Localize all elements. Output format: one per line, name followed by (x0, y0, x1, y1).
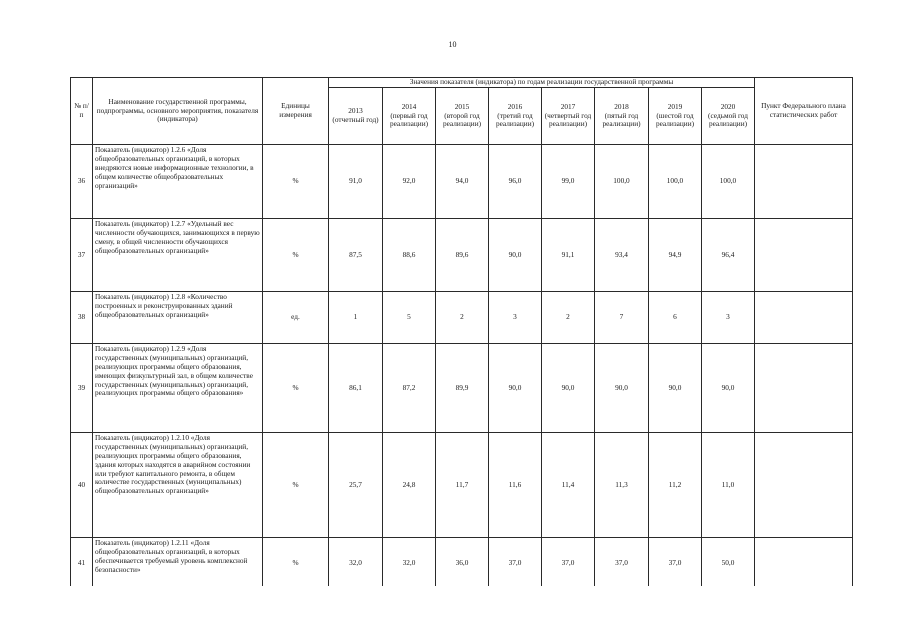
value-cell: 93,4 (595, 219, 649, 292)
value-cell: 100,0 (595, 145, 649, 219)
value-cell: 91,1 (542, 219, 595, 292)
header-year-2013 (329, 88, 383, 145)
header-year-note: (отчетный год) (332, 115, 379, 124)
value-cell: 24,8 (383, 433, 436, 538)
value-cell: 25,7 (329, 433, 383, 538)
value-cell: 32,0 (329, 538, 383, 590)
header-year-2019 (649, 88, 702, 145)
header-year-label: 2019 (667, 101, 683, 111)
value-cell: 99,0 (542, 145, 595, 219)
value-cell: 100,0 (649, 145, 702, 219)
header-year-note: (пятый год реализации) (602, 110, 641, 129)
header-year-2015 (436, 88, 489, 145)
value-cell: 37,0 (649, 538, 702, 590)
plan-cell (755, 219, 853, 292)
header-year-2016 (489, 88, 542, 145)
row-num: 37 (71, 219, 93, 292)
value-cell: 2 (436, 292, 489, 344)
header-year-2014 (383, 88, 436, 145)
header-values-group: Значения показателя (индикатора) по годам реализации государственной программы (329, 78, 755, 88)
row-num: 40 (71, 433, 93, 538)
plan-cell (755, 538, 853, 590)
row-unit: % (263, 538, 329, 590)
value-cell: 11,0 (702, 433, 755, 538)
value-cell: 89,6 (436, 219, 489, 292)
header-year-note: (второй год реализации) (442, 110, 482, 129)
header-year-label: 2018 (614, 101, 629, 111)
table-row (71, 344, 853, 433)
value-cell: 88,6 (383, 219, 436, 292)
row-name: Показатель (индикатор) 1.2.9 «Доля государственных (муниципальных) организаций, реализующих программы общего образования, имеющих физкультурный зал, в общем количестве государственных (муниципальных) организаций, реализующих программы общего образования» (93, 344, 263, 433)
page-number: 10 (448, 40, 457, 49)
row-num: 38 (71, 292, 93, 344)
value-cell: 3 (702, 292, 755, 344)
value-cell: 36,0 (436, 538, 489, 590)
plan-cell (755, 433, 853, 538)
header-year-note: (третий год реализации) (495, 110, 535, 129)
value-cell: 87,5 (329, 219, 383, 292)
value-cell: 11,3 (595, 433, 649, 538)
value-cell: 96,4 (702, 219, 755, 292)
table-row (71, 433, 853, 538)
value-cell: 32,0 (383, 538, 436, 590)
row-name: Показатель (индикатор) 1.2.10 «Доля государственных (муниципальных) организаций, реализующих программы общего образования, здания которых находятся в аварийном состоянии или требуют капитального ремонта, в общем количестве государственных (муниципальных) общеобразовательных организаций» (93, 433, 263, 538)
value-cell: 90,0 (542, 344, 595, 433)
row-num: 41 (71, 538, 93, 590)
value-cell: 90,0 (595, 344, 649, 433)
value-cell: 90,0 (489, 219, 542, 292)
row-num: 39 (71, 344, 93, 433)
value-cell: 11,2 (649, 433, 702, 538)
header-year-label: 2014 (401, 101, 417, 111)
indicators-table (70, 77, 853, 590)
header-year-note: (седьмой год реализации) (708, 110, 748, 129)
plan-cell (755, 292, 853, 344)
row-name: Показатель (индикатор) 1.2.7 «Удельный вес численности обучающихся, занимающихся в первую смену, в общей численности обучающихся общеобразовательных организаций» (93, 219, 263, 292)
row-num: 36 (71, 145, 93, 219)
value-cell: 6 (649, 292, 702, 344)
header-year-2018 (595, 88, 649, 145)
header-year-note: (четвертый год реализации) (544, 110, 592, 129)
header-unit: Единицы измерения (263, 78, 329, 145)
row-unit: ед. (263, 292, 329, 344)
header-name: Наименование государственной программы, подпрограммы, основного мероприятия, показателя (индикатора) (93, 78, 263, 145)
value-cell: 2 (542, 292, 595, 344)
table-row (71, 219, 853, 292)
value-cell: 50,0 (702, 538, 755, 590)
header-plan: Пункт Федерального плана статистических работ (755, 78, 853, 145)
header-num: № п/п (71, 78, 93, 145)
value-cell: 94,9 (649, 219, 702, 292)
header-year-2017 (542, 88, 595, 145)
value-cell: 11,4 (542, 433, 595, 538)
header-year-2020 (702, 88, 755, 145)
plan-cell (755, 344, 853, 433)
value-cell: 37,0 (595, 538, 649, 590)
value-cell: 89,9 (436, 344, 489, 433)
value-cell: 90,0 (702, 344, 755, 433)
header-year-label: 2016 (507, 101, 523, 111)
value-cell: 91,0 (329, 145, 383, 219)
header-year-note: (шестой год реализации) (655, 110, 695, 129)
value-cell: 92,0 (383, 145, 436, 219)
value-cell: 87,2 (383, 344, 436, 433)
value-cell: 90,0 (649, 344, 702, 433)
page-bottom-margin (0, 586, 905, 640)
row-unit: % (263, 433, 329, 538)
value-cell: 100,0 (702, 145, 755, 219)
header-year-label: 2015 (454, 101, 470, 111)
value-cell: 37,0 (542, 538, 595, 590)
value-cell: 11,7 (436, 433, 489, 538)
table-row (71, 145, 853, 219)
table-row (71, 292, 853, 344)
header-year-label: 2020 (720, 101, 736, 111)
value-cell: 86,1 (329, 344, 383, 433)
header-year-label: 2013 (348, 106, 363, 116)
row-name: Показатель (индикатор) 1.2.6 «Доля общеобразовательных организаций, в которых внедряются новые информационные технологии, в общем количестве общеобразовательных организаций» (93, 145, 263, 219)
row-name: Показатель (индикатор) 1.2.11 «Доля общеобразовательных организаций, в которых обеспечивается требуемый уровень комплексной безопасности» (93, 538, 263, 590)
value-cell: 96,0 (489, 145, 542, 219)
value-cell: 5 (383, 292, 436, 344)
value-cell: 37,0 (489, 538, 542, 590)
plan-cell (755, 145, 853, 219)
value-cell: 90,0 (489, 344, 542, 433)
header-year-label: 2017 (560, 101, 576, 111)
table-row (71, 538, 853, 590)
row-unit: % (263, 344, 329, 433)
row-unit: % (263, 145, 329, 219)
value-cell: 3 (489, 292, 542, 344)
value-cell: 11,6 (489, 433, 542, 538)
row-name: Показатель (индикатор) 1.2.8 «Количество построенных и реконструированных зданий общеобразовательных организаций» (93, 292, 263, 344)
value-cell: 94,0 (436, 145, 489, 219)
value-cell: 1 (329, 292, 383, 344)
header-year-note: (первый год реализации) (389, 110, 429, 129)
row-unit: % (263, 219, 329, 292)
value-cell: 7 (595, 292, 649, 344)
